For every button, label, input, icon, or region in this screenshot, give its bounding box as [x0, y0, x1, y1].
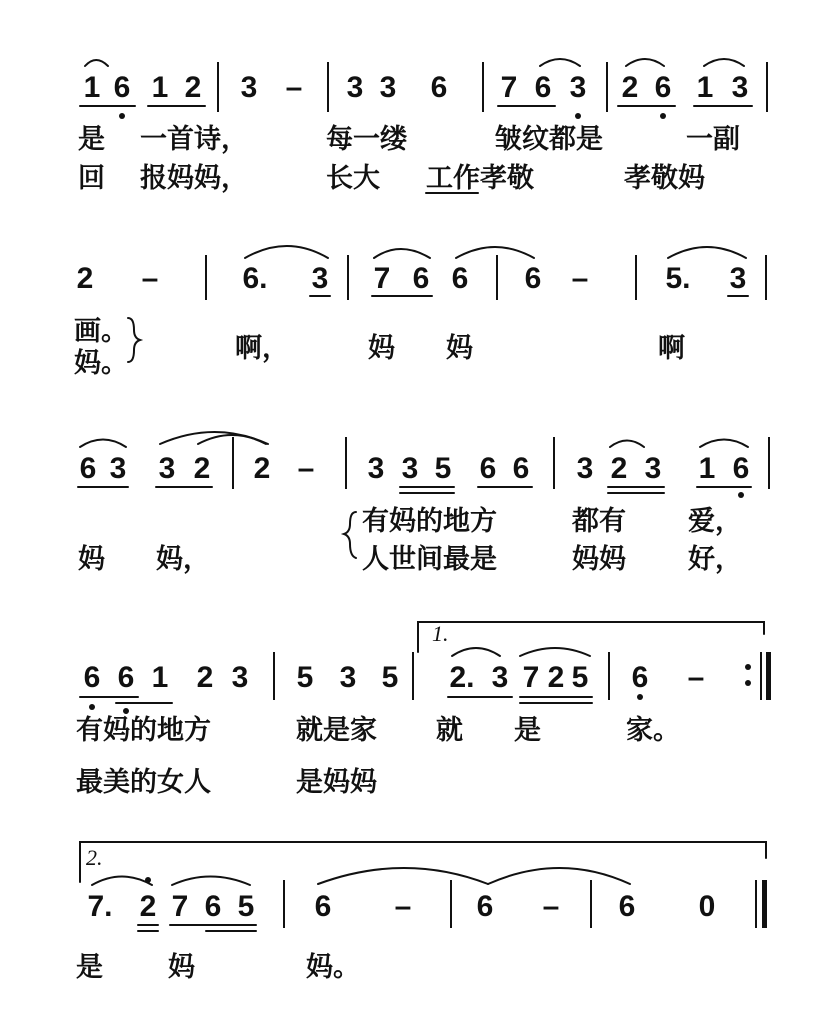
note: 2	[196, 661, 214, 694]
barline	[496, 255, 498, 300]
slur	[160, 432, 268, 444]
note: 5	[571, 661, 589, 694]
note: 6	[524, 262, 542, 295]
lyric: 都有	[572, 506, 626, 537]
barline	[765, 255, 767, 300]
lyric: 就	[436, 715, 463, 746]
note: 5	[296, 661, 314, 694]
slur	[374, 249, 430, 258]
note: 3	[379, 71, 397, 104]
dash: –	[297, 452, 315, 485]
lyric: 长大	[326, 163, 380, 194]
lyric: 是	[514, 715, 541, 746]
dash: –	[687, 661, 705, 694]
lyric: 一首诗，	[140, 124, 248, 155]
note: 7	[500, 71, 518, 104]
note: 6	[732, 452, 750, 485]
lyric: 孝敬妈	[624, 163, 705, 194]
brace	[344, 512, 356, 558]
note: 2	[610, 452, 628, 485]
lyric: 妈妈	[572, 544, 626, 575]
note: 6	[430, 71, 448, 104]
note: 6	[113, 71, 131, 104]
note: 1	[698, 452, 716, 485]
slur	[704, 59, 744, 66]
slur	[80, 440, 126, 448]
slur	[245, 246, 328, 258]
note: 3	[339, 661, 357, 694]
note: 2	[547, 661, 565, 694]
lyric: 是妈妈	[296, 767, 377, 798]
slur	[488, 868, 630, 884]
lyric: 每一缕	[326, 124, 407, 155]
lyric: 家。	[626, 715, 680, 746]
note: 3	[109, 452, 127, 485]
note: 2	[76, 262, 94, 295]
note: 3	[401, 452, 419, 485]
barline	[590, 880, 592, 928]
lyric: 画。	[74, 316, 128, 347]
barline	[482, 62, 484, 112]
slur	[92, 877, 152, 886]
note: 3	[346, 71, 364, 104]
barline	[412, 652, 414, 700]
slur	[626, 59, 664, 66]
note: 6	[479, 452, 497, 485]
lyric: 妈	[368, 333, 395, 364]
note: 6	[79, 452, 97, 485]
note: 2	[253, 452, 271, 485]
note: 6	[534, 71, 552, 104]
slur	[520, 648, 590, 656]
lyric: 人世间最是	[362, 544, 497, 575]
note: 3	[644, 452, 662, 485]
lyric: 回	[78, 163, 105, 194]
barline	[327, 62, 329, 112]
brace	[128, 318, 140, 362]
note: 3	[231, 661, 249, 694]
note: 6	[618, 890, 636, 923]
lyric: 皱纹都是	[495, 124, 603, 155]
lyric: 爱，	[688, 506, 742, 537]
volta-bracket	[80, 842, 766, 882]
slur	[610, 441, 644, 448]
final-barline	[762, 880, 767, 928]
lyric: 妈	[446, 333, 473, 364]
lyric: 是	[78, 124, 105, 155]
lyric: 啊，	[235, 333, 289, 364]
lyric: 妈，	[156, 544, 210, 575]
lyric: 妈。	[306, 952, 360, 983]
note: 2	[139, 890, 157, 923]
dash: –	[285, 71, 303, 104]
lyric: 有妈的地方	[362, 506, 497, 537]
note: 7	[522, 661, 540, 694]
note: 3	[158, 452, 176, 485]
note: 6.	[242, 262, 268, 295]
barline	[217, 62, 219, 112]
lyric: 啊	[658, 333, 685, 364]
note: 1	[83, 71, 101, 104]
barline	[760, 652, 762, 700]
slur	[700, 440, 748, 448]
lyric: 一副	[686, 124, 740, 155]
dash: –	[571, 262, 589, 295]
barline	[283, 880, 285, 928]
note: 1	[151, 71, 169, 104]
note: 7	[373, 262, 391, 295]
slur	[452, 648, 500, 656]
note: 5	[381, 661, 399, 694]
volta-bracket	[418, 622, 764, 652]
volta-1-label: 1.	[432, 621, 449, 646]
note: 6	[476, 890, 494, 923]
note: 1	[151, 661, 169, 694]
note: 3	[311, 262, 329, 295]
note: 5	[237, 890, 255, 923]
barline	[347, 255, 349, 300]
barline	[232, 437, 234, 489]
barline	[608, 652, 610, 700]
note: 3	[569, 71, 587, 104]
note: 2.	[449, 661, 475, 694]
slur	[540, 59, 580, 66]
note: 6	[314, 890, 332, 923]
slur	[668, 247, 746, 258]
note: 6	[204, 890, 222, 923]
note: 6	[83, 661, 101, 694]
repeat-end-barline	[766, 652, 771, 700]
lyric: 有妈的地方	[76, 715, 211, 746]
note: 6	[654, 71, 672, 104]
lyric: 就是家	[296, 715, 377, 746]
volta-2-label: 2.	[86, 845, 103, 870]
slur	[456, 247, 534, 258]
dash: –	[542, 890, 560, 923]
dash: –	[394, 890, 412, 923]
barline	[553, 437, 555, 489]
note: 5	[434, 452, 452, 485]
slur	[172, 877, 250, 886]
note: 6	[631, 661, 649, 694]
note: 6	[117, 661, 135, 694]
note: 3	[729, 262, 747, 295]
note: 6	[451, 262, 469, 295]
barline	[450, 880, 452, 928]
note: 6	[512, 452, 530, 485]
barline	[606, 62, 608, 112]
barline	[273, 652, 275, 700]
final-barline	[755, 880, 757, 928]
note: 2	[184, 71, 202, 104]
barline	[345, 437, 347, 489]
barline	[768, 437, 770, 489]
note: 6	[412, 262, 430, 295]
note: 3	[576, 452, 594, 485]
slur	[318, 868, 488, 884]
note: 3	[731, 71, 749, 104]
note: 5.	[665, 262, 691, 295]
note: 7	[171, 890, 189, 923]
barline	[635, 255, 637, 300]
note: 2	[621, 71, 639, 104]
slur	[85, 60, 108, 66]
note: 7.	[87, 890, 113, 923]
lyric: 工作孝敬	[426, 163, 534, 194]
rest: 0	[698, 890, 716, 923]
lyric: 妈	[168, 952, 195, 983]
note: 2	[193, 452, 211, 485]
lyric: 报妈妈，	[140, 163, 248, 194]
lyric: 妈	[78, 544, 105, 575]
barline	[766, 62, 768, 112]
note: 3	[240, 71, 258, 104]
lyric: 最美的女人	[76, 767, 211, 798]
note: 3	[367, 452, 385, 485]
dash: –	[141, 262, 159, 295]
lyric: 好，	[688, 544, 742, 575]
lyric: 是	[76, 952, 103, 983]
note: 3	[491, 661, 509, 694]
lyric: 妈。	[74, 348, 128, 379]
note: 1	[696, 71, 714, 104]
barline	[205, 255, 207, 300]
